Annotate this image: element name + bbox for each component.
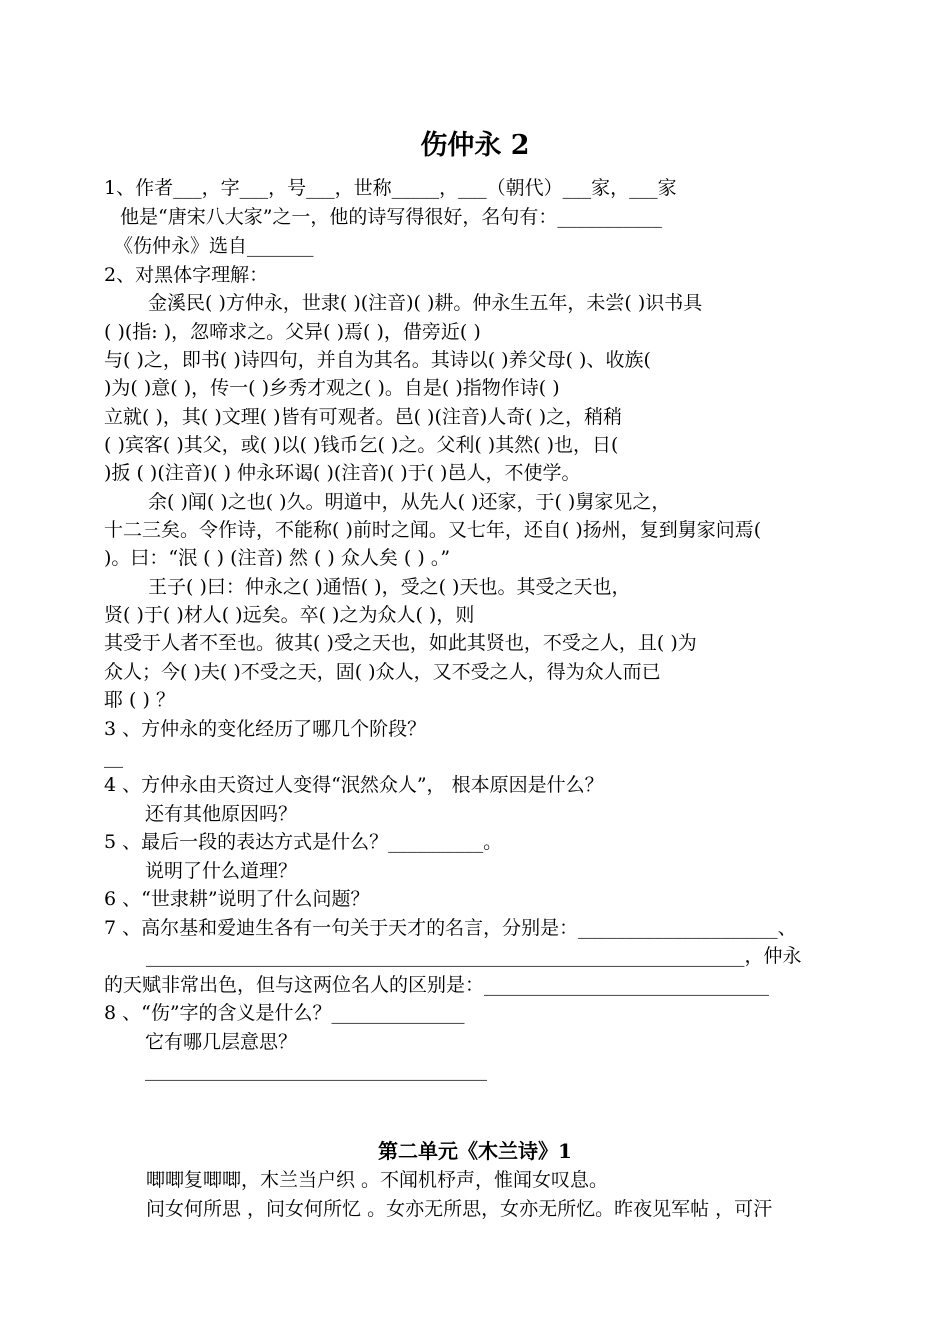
passage-line: 其受于人者不至也。彼其( )受之天也，如此其贤也，不受之人，且( )为: [104, 632, 697, 654]
question-4-sub: 还有其他原因吗？: [145, 803, 298, 825]
passage-line: )扳 ( )(注音)( ) 仲永环谒( )(注音)( )于( )邑人，不使学。: [104, 462, 581, 484]
passage-line: 十二三矣。令作诗，不能称( )前时之闻。又七年，还自( )扬州，复到舅家问焉(: [104, 519, 762, 541]
page-title: 伤仲永 2: [420, 130, 530, 161]
poem-line: 问女何所思 ，问女何所忆 。女亦无所思，女亦无所忆。昨夜见军帖 ，可汗: [146, 1198, 773, 1220]
poem-line: 唧唧复唧唧，木兰当户织 。不闻机杼声，惟闻女叹息。: [146, 1169, 609, 1191]
question-7-line: 的天赋非常出色，但与这两位名人的区别是：______________________________: [104, 974, 770, 996]
question-4: 4 、方仲永由天资过人变得“泯然众人”， 根本原因是什么？: [104, 774, 604, 796]
question-8: 8 、“伤”字的含义是什么？______________: [104, 1002, 465, 1024]
question-1-line: 《伤仲永》选自_______: [114, 235, 314, 257]
question-5: 5 、最后一段的表达方式是什么？__________。: [104, 831, 503, 853]
section-title: 第二单元《木兰诗》1: [378, 1139, 572, 1163]
question-7: 7 、高尔基和爱迪生各有一句关于天才的名言，分别是：_____________________、: [104, 917, 797, 939]
question-2-heading: 2、对黑体字理解：: [104, 264, 269, 286]
passage-line: 耶 ( ) ？: [104, 689, 175, 711]
passage-line: 金溪民( )方仲永，世隶( )(注音)( )耕。仲永生五年，未尝( )识书具: [148, 292, 703, 314]
question-7-line: _______________________________________________________________，仲永: [146, 945, 802, 967]
question-3: 3 、方仲永的变化经历了哪几个阶段？: [104, 718, 427, 740]
question-6: 6 、“世隶耕”说明了什么问题？: [104, 888, 370, 910]
passage-line: ( )宾客( )其父，或( )以( )钱币乞( )之。父利( )其然( )也，日(: [104, 434, 619, 456]
passage-line: 余( )闻( )之也( )久。明道中，从先人( )还家，于( )舅家见之，: [148, 491, 671, 513]
question-5-sub: 说明了什么道理？: [145, 860, 298, 882]
passage-line: ( )(指: )，忽啼求之。父异( )焉( )，借旁近( ): [104, 321, 481, 343]
passage-line: )为( )意( )，传一( )乡秀才观之( )。自是( )指物作诗( ): [104, 377, 560, 399]
passage-line: 众人；今( )夫( )不受之天，固( )众人，又不受之人，得为众人而已: [104, 661, 661, 683]
answer-blank: ____________________________________: [145, 1059, 487, 1081]
passage-line: 与( )之，即书( )诗四句，并自为其名。其诗以( )养父母( )、收族(: [104, 349, 651, 371]
passage-line: 贤( )于( )材人( )远矣。卒( )之为众人( )，则: [104, 604, 475, 626]
question-1-line: 他是“唐宋八大家”之一，他的诗写得很好，名句有：___________: [120, 206, 662, 228]
question-8-sub: 它有哪几层意思？: [145, 1031, 298, 1053]
answer-blank: __: [104, 746, 123, 768]
passage-line: )。曰：“泯 ( ) (注音) 然 ( ) 众人矣 ( ) 。”: [104, 547, 451, 569]
passage-line: 王子( )曰：仲永之( )通悟( )，受之( )天也。其受之天也，: [148, 576, 631, 598]
question-1-line: 1、作者___，字___，号___，世称_____，___（朝代）___家，___家: [104, 177, 677, 199]
passage-line: 立就( )，其( )文理( )皆有可观者。邑( )(注音)人奇( )之，稍稍: [104, 406, 623, 428]
